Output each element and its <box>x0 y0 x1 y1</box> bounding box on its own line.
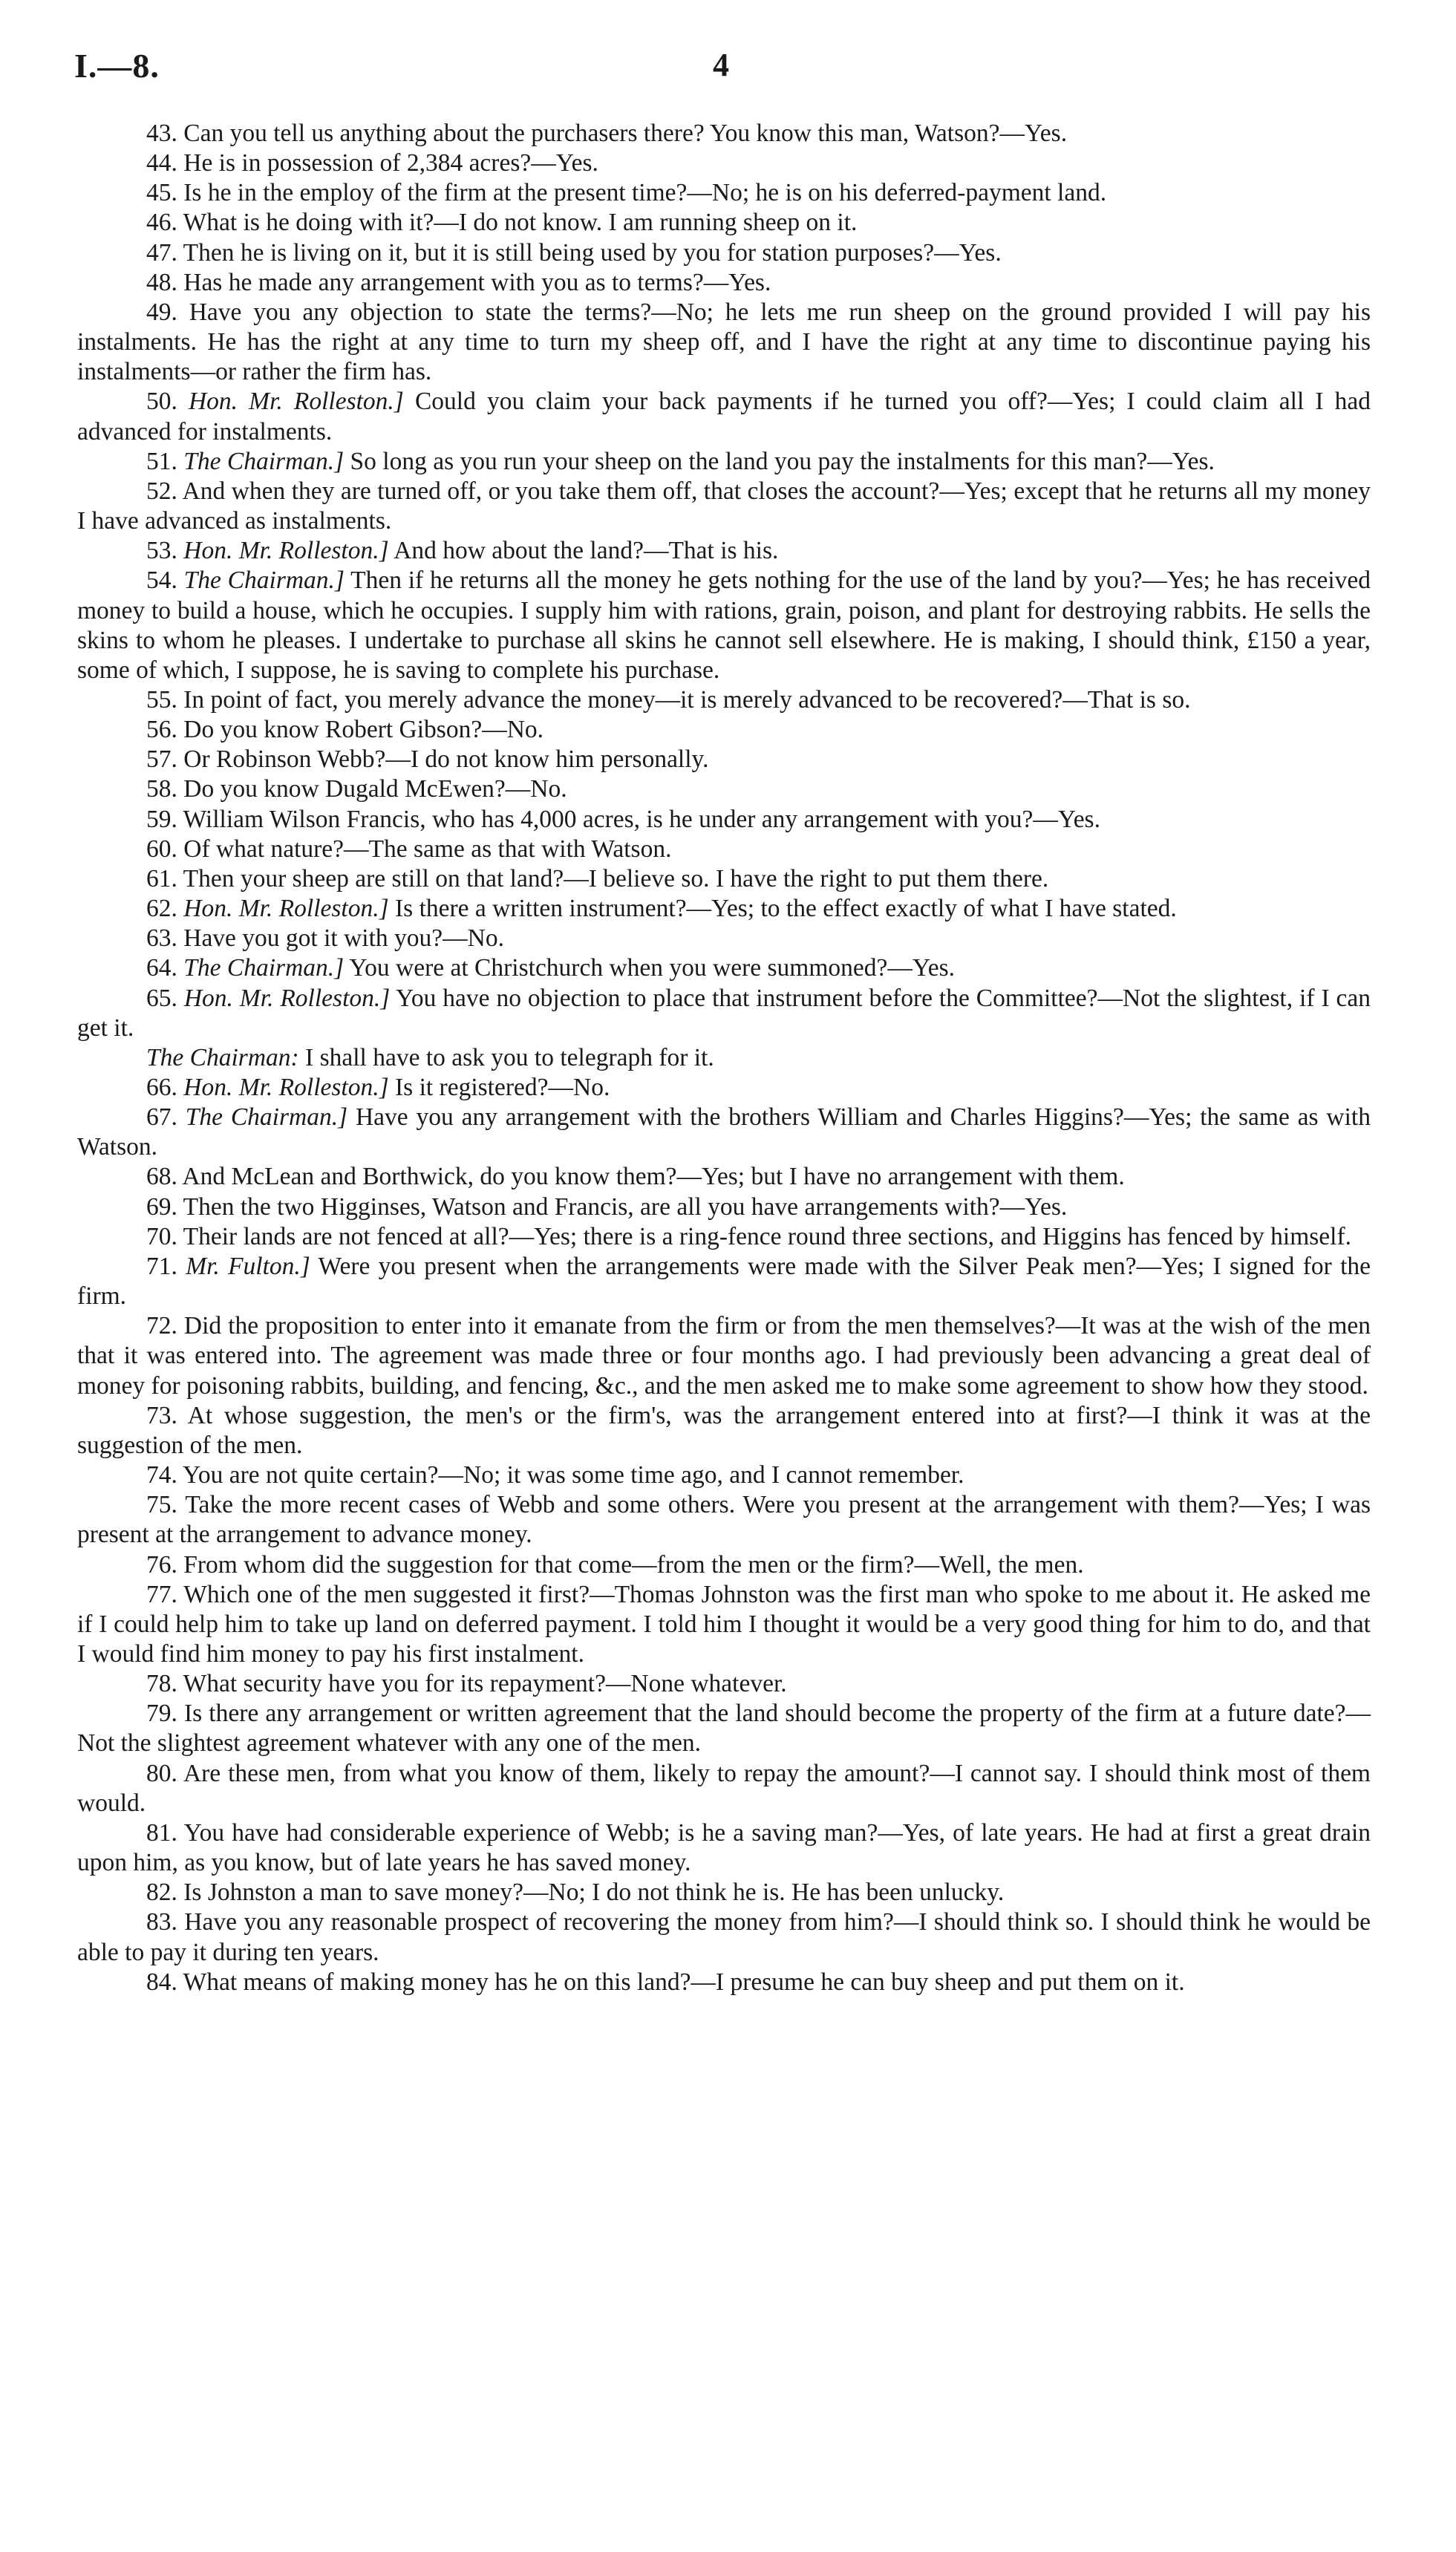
paragraph-text: Were you present when the arrangements were made with the Silver Peak men?—Yes; I signed for the firm. <box>77 1252 1371 1311</box>
paragraph-text: And how about the land?—That is his. <box>394 537 779 565</box>
transcript-paragraph <box>77 1759 1371 1818</box>
transcript-paragraph <box>77 953 1371 983</box>
paragraph-text: 47. Then he is living on it, but it is still being used by you for station purposes?—Yes. <box>146 238 1002 267</box>
paragraph-text: 59. William Wilson Francis, who has 4,000 acres, is he under any arrangement with you?—Yes. <box>146 805 1100 833</box>
paragraph-text: 80. Are these men, from what you know of them, likely to repay the amount?—I cannot say. I should think most of them would. <box>77 1759 1371 1817</box>
transcript-paragraph <box>77 685 1371 715</box>
transcript-paragraph <box>77 805 1371 835</box>
transcript-paragraph <box>77 536 1371 566</box>
paragraph-text: 73. At whose suggestion, the men's or the firm's, was the arrangement entered into at first?—I think it was at the suggestion of the men. <box>77 1401 1371 1459</box>
paragraph-text: Have you any arrangement with the brothers William and Charles Higgins?—Yes; the same as with Watson. <box>77 1103 1371 1161</box>
paragraph-text: 84. What means of making money has he on this land?—I presume he can buy sheep and put them on it. <box>146 1968 1185 1996</box>
question-number: 66. <box>146 1074 177 1101</box>
paragraph-text: 72. Did the proposition to enter into it emanate from the firm or from the men themselves?—It was at the wish of the men that it was entered into. The agreement was made three or four months ago. I had previously been advancing a great deal of money for poisoning rabbits, building, and fencing, &c., and the men asked me to make some agreement to show how they stood. <box>77 1312 1371 1400</box>
paragraph-text: Is there a written instrument?—Yes; to the effect exactly of what I have stated. <box>395 895 1177 923</box>
transcript-body <box>77 119 1371 1997</box>
transcript-paragraph <box>77 149 1371 178</box>
question-number: 53. <box>146 537 177 565</box>
paragraph-text: 61. Then your sheep are still on that land?—I believe so. I have the right to put them there. <box>146 864 1049 892</box>
speaker-label: Hon. Mr. Rolleston.] <box>183 1074 389 1101</box>
paragraph-text: Could you claim your back payments if he turned you off?—Yes; I could claim all I had advanced for instalments. <box>77 388 1371 446</box>
paragraph-text: 70. Their lands are not fenced at all?—Yes; there is a ring-fence round three sections, and Higgins has fenced by himself. <box>146 1222 1352 1250</box>
transcript-paragraph <box>77 238 1371 268</box>
speaker-label: The Chairman: <box>146 1043 299 1071</box>
page-number: 4 <box>713 47 729 83</box>
page-header <box>74 46 1381 91</box>
paragraph-text: 75. Take the more recent cases of Webb and some others. Were you present at the arrangement with them?—Yes; I was present at the arrangement to advance money. <box>77 1491 1371 1549</box>
paragraph-text: 57. Or Robinson Webb?—I do not know him personally. <box>146 745 709 774</box>
transcript-paragraph <box>77 1073 1371 1103</box>
transcript-paragraph <box>77 1669 1371 1699</box>
paragraph-text: 78. What security have you for its repayment?—None whatever. <box>146 1670 787 1698</box>
speaker-label: Hon. Mr. Rolleston.] <box>183 537 389 565</box>
transcript-paragraph <box>77 894 1371 924</box>
transcript-paragraph <box>77 1878 1371 1908</box>
question-number: 71. <box>146 1252 177 1280</box>
paragraph-text: 81. You have had considerable experience of Webb; is he a saving man?—Yes, of late years. He had at first a great drain upon him, as you know, but of late years he has saved money. <box>77 1818 1371 1877</box>
page-reference: I.—8. <box>74 47 160 85</box>
transcript-paragraph <box>77 1222 1371 1252</box>
transcript-paragraph <box>77 924 1371 953</box>
paragraph-text: 48. Has he made any arrangement with you as to terms?—Yes. <box>146 268 771 296</box>
transcript-paragraph <box>77 119 1371 149</box>
transcript-paragraph <box>77 1968 1371 1997</box>
paragraph-text: 43. Can you tell us anything about the purchasers there? You know this man, Watson?—Yes. <box>146 120 1068 147</box>
transcript-paragraph <box>77 447 1371 477</box>
question-number: 65. <box>146 984 177 1012</box>
paragraph-text: 52. And when they are turned off, or you take them off, that closes the account?—Yes; except that he returns all my money I have advanced as instalments. <box>77 477 1371 535</box>
paragraph-text: 77. Which one of the men suggested it first?—Thomas Johnston was the first man who spoke to me about it. He asked me if I could help him to take up land on deferred payment. I told him I thought it would be a very good thing for him to do, and that I would find him money to pay his first instalment. <box>77 1580 1371 1668</box>
transcript-paragraph <box>77 1818 1371 1878</box>
transcript-paragraph <box>77 1192 1371 1222</box>
paragraph-text: 58. Do you know Dugald McEwen?—No. <box>146 775 567 803</box>
paragraph-text: Then if he returns all the money he gets nothing for the use of the land by you?—Yes; he has received money to build a house, which he occupies. I supply him with rations, grain, poison, and plant for destroying rabbits. He sells the skins to whom he pleases. I undertake to purchase all skins he cannot sell elsewhere. He is making, I should think, £150 a year, some of which, I suppose, he is saving to complete his purchase. <box>77 567 1371 684</box>
transcript-paragraph <box>77 1580 1371 1669</box>
paragraph-text: 82. Is Johnston a man to save money?—No; I do not think he is. He has been unlucky. <box>146 1879 1005 1907</box>
transcript-paragraph <box>77 1550 1371 1580</box>
transcript-paragraph <box>77 1252 1371 1311</box>
question-number: 51. <box>146 447 177 475</box>
transcript-paragraph <box>77 1162 1371 1192</box>
transcript-paragraph <box>77 1908 1371 1967</box>
paragraph-text: 68. And McLean and Borthwick, do you know them?—Yes; but I have no arrangement with them. <box>146 1163 1125 1191</box>
paragraph-text: 76. From whom did the suggestion for that come—from the men or the firm?—Well, the men. <box>146 1550 1084 1579</box>
question-number: 64. <box>146 954 177 982</box>
paragraph-text: I shall have to ask you to telegraph for it. <box>305 1043 714 1071</box>
question-number: 62. <box>146 895 177 923</box>
speaker-label: The Chairman.] <box>183 447 345 475</box>
paragraph-text: 49. Have you any objection to state the terms?—No; he lets me run sheep on the ground provided I will pay his instalments. He has the right at any time to turn my sheep off, and I have the right at any time to discontinue paying his instalments—or rather the firm has. <box>77 298 1371 386</box>
speaker-label: Hon. Mr. Rolleston.] <box>183 984 391 1012</box>
transcript-paragraph <box>77 835 1371 864</box>
transcript-paragraph <box>77 268 1371 298</box>
transcript-paragraph <box>77 864 1371 894</box>
paragraph-text: 74. You are not quite certain?—No; it was some time ago, and I cannot remember. <box>146 1461 964 1489</box>
transcript-paragraph <box>77 984 1371 1043</box>
paragraph-text: 55. In point of fact, you merely advance the money—it is merely advanced to be recovered?—That is so. <box>146 685 1191 714</box>
paragraph-text: 60. Of what nature?—The same as that with Watson. <box>146 835 672 863</box>
transcript-paragraph <box>77 1401 1371 1461</box>
transcript-paragraph <box>77 1043 1371 1073</box>
paragraph-text: 45. Is he in the employ of the firm at the present time?—No; he is on his deferred-payment land. <box>146 179 1107 207</box>
paragraph-text: Is it registered?—No. <box>395 1074 610 1101</box>
speaker-label: Hon. Mr. Rolleston.] <box>183 895 389 923</box>
paragraph-text: 63. Have you got it with you?—No. <box>146 924 504 953</box>
transcript-paragraph <box>77 1461 1371 1490</box>
speaker-label: Mr. Fulton.] <box>186 1252 310 1280</box>
paragraph-text: 83. Have you any reasonable prospect of recovering the money from him?—I should think so. I should think he would be able to pay it during ten years. <box>77 1908 1371 1966</box>
transcript-paragraph <box>77 566 1371 685</box>
question-number: 67. <box>146 1103 177 1132</box>
transcript-paragraph <box>77 1311 1371 1400</box>
speaker-label: The Chairman.] <box>183 954 345 982</box>
paragraph-text: 79. Is there any arrangement or written agreement that the land should become the property of the firm at a future date?—Not the slightest agreement whatever with any one of the men. <box>77 1700 1371 1758</box>
transcript-paragraph <box>77 774 1371 804</box>
transcript-paragraph <box>77 477 1371 536</box>
speaker-label: The Chairman.] <box>183 567 345 595</box>
transcript-paragraph <box>77 298 1371 387</box>
paragraph-text: 44. He is in possession of 2,384 acres?—Yes. <box>146 149 598 177</box>
transcript-paragraph <box>77 387 1371 446</box>
question-number: 50. <box>146 388 177 416</box>
transcript-paragraph <box>77 208 1371 238</box>
paragraph-text: You have no objection to place that instrument before the Committee?—Not the slightest, if I can get it. <box>77 984 1371 1042</box>
speaker-label: Hon. Mr. Rolleston.] <box>188 388 404 416</box>
question-number: 54. <box>146 567 177 595</box>
paragraph-text: So long as you run your sheep on the land you pay the instalments for this man?—Yes. <box>350 447 1215 475</box>
transcript-paragraph <box>77 745 1371 774</box>
transcript-paragraph <box>77 178 1371 208</box>
transcript-paragraph <box>77 1103 1371 1162</box>
speaker-label: The Chairman.] <box>185 1103 348 1132</box>
transcript-paragraph <box>77 1699 1371 1758</box>
transcript-paragraph <box>77 715 1371 745</box>
paragraph-text: 56. Do you know Robert Gibson?—No. <box>146 716 544 744</box>
paragraph-text: You were at Christchurch when you were summoned?—Yes. <box>349 954 955 982</box>
paragraph-text: 46. What is he doing with it?—I do not know. I am running sheep on it. <box>146 209 858 237</box>
paragraph-text: 69. Then the two Higginses, Watson and Francis, are all you have arrangements with?—Yes. <box>146 1192 1068 1221</box>
transcript-paragraph <box>77 1490 1371 1550</box>
